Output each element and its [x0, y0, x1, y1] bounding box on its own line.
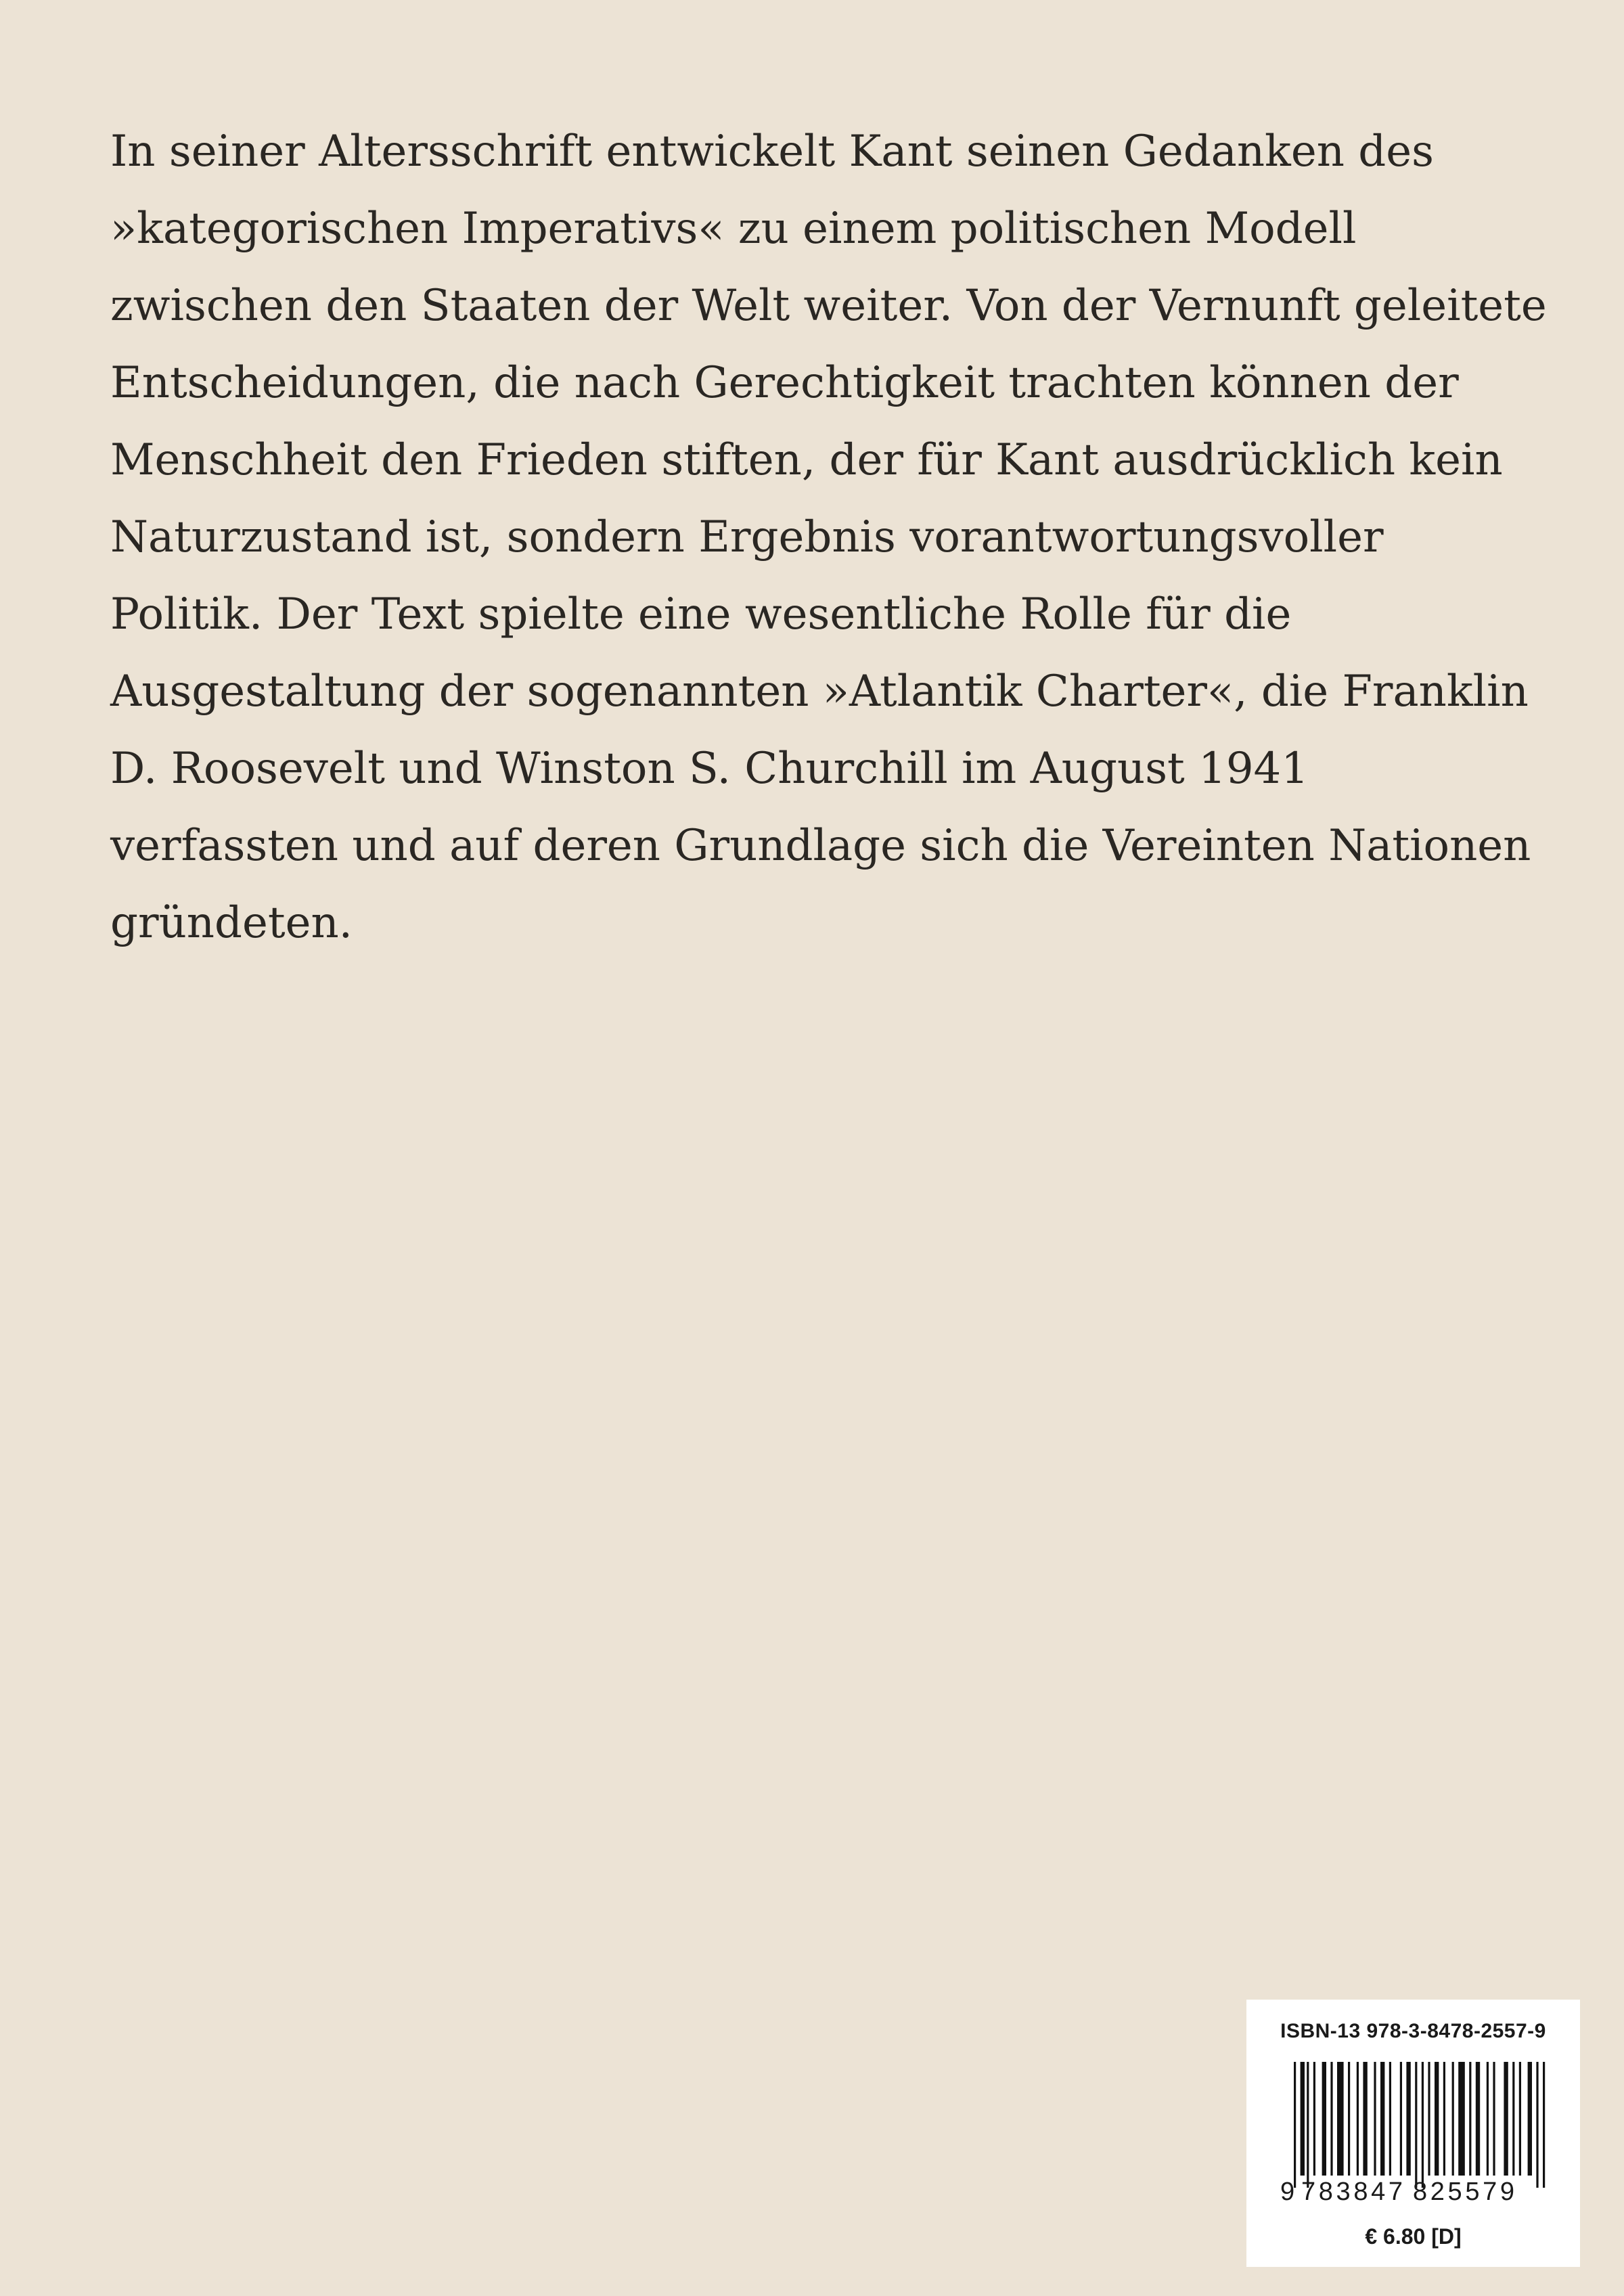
- barcode-bar: [1428, 2062, 1430, 2176]
- barcode-bar: [1389, 2062, 1391, 2176]
- barcode-bar: [1504, 2062, 1508, 2176]
- barcode-digits-left: 783847: [1301, 2178, 1403, 2204]
- blurb-line: Entscheidungen, die nach Gerechtigkeit trachten können der: [110, 358, 1459, 408]
- barcode-bar: [1415, 2062, 1417, 2188]
- blurb-line: Ausgestaltung der sogenannten »Atlantik Charter«, die Franklin: [110, 667, 1529, 717]
- blurb-line: »kategorischen Imperativs« zu einem politischen Modell: [110, 204, 1357, 254]
- barcode-bar: [1435, 2062, 1439, 2176]
- barcode-bar: [1443, 2062, 1445, 2176]
- barcode-bar: [1476, 2062, 1480, 2176]
- barcode-bar: [1512, 2062, 1514, 2176]
- barcode-bar: [1380, 2062, 1384, 2176]
- isbn-number: ISBN-13 978-3-8478-2557-9: [1280, 2020, 1546, 2042]
- barcode-digits-right: 825579: [1413, 2178, 1514, 2204]
- barcode-bars: [1294, 2062, 1545, 2188]
- barcode-bar: [1313, 2062, 1315, 2176]
- blurb-text: [110, 113, 1547, 962]
- blurb-line: In seiner Altersschrift entwickelt Kant seinen Gedanken des: [110, 127, 1434, 177]
- barcode-bar: [1374, 2062, 1376, 2176]
- blurb-line: Politik. Der Text spielte eine wesentliche Rolle für die: [110, 589, 1292, 639]
- barcode-bar: [1357, 2062, 1359, 2176]
- barcode-bar: [1330, 2062, 1332, 2176]
- barcode-bar: [1458, 2062, 1465, 2176]
- barcode-bar: [1493, 2062, 1495, 2176]
- blurb-line: D. Roosevelt und Winston S. Churchill im August 1941: [110, 744, 1309, 794]
- barcode-bar: [1543, 2062, 1545, 2188]
- barcode-bar: [1307, 2062, 1309, 2188]
- barcode-bar: [1400, 2062, 1402, 2176]
- barcode-bar: [1363, 2062, 1367, 2176]
- blurb-line: Naturzustand ist, sondern Ergebnis vorantwortungsvoller: [110, 512, 1384, 562]
- barcode-bar: [1301, 2062, 1305, 2176]
- blurb-line: zwischen den Staaten der Welt weiter. Von der Vernunft geleitete: [110, 281, 1547, 331]
- barcode-bar: [1294, 2062, 1296, 2188]
- barcode-bar: [1452, 2062, 1454, 2176]
- barcode-bar: [1536, 2062, 1538, 2188]
- barcode-bar: [1519, 2062, 1521, 2176]
- barcode-bar: [1406, 2062, 1410, 2176]
- barcode-bar: [1322, 2062, 1326, 2176]
- barcode-bar: [1469, 2062, 1471, 2176]
- barcode-bar: [1422, 2062, 1424, 2188]
- barcode-bar: [1337, 2062, 1344, 2176]
- isbn-barcode-label: [1246, 2000, 1580, 2267]
- blurb-line: verfassten und auf deren Grundlage sich die Vereinten Nationen: [110, 821, 1531, 871]
- barcode-bar: [1348, 2062, 1350, 2176]
- barcode-bar: [1487, 2062, 1489, 2176]
- barcode-bar: [1528, 2062, 1532, 2176]
- barcode-digit-first: 9: [1280, 2178, 1295, 2204]
- blurb-line: Menschheit den Frieden stiften, der für Kant ausdrücklich kein: [110, 435, 1503, 485]
- barcode-graphic: [1278, 2062, 1548, 2204]
- blurb-line: gründeten.: [110, 898, 353, 948]
- price-label: € 6.80 [D]: [1365, 2224, 1462, 2249]
